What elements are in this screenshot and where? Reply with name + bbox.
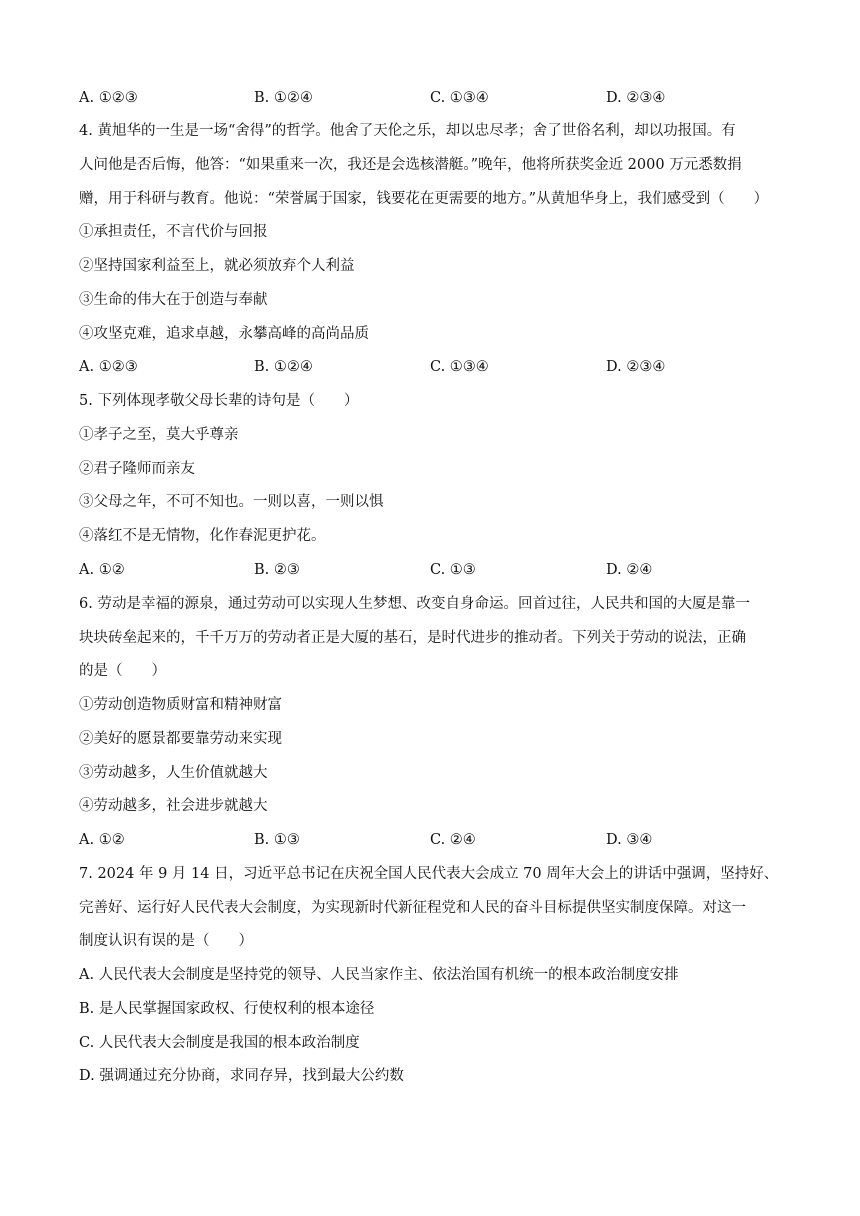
q5-item-1: ①孝子之至，莫大乎尊亲 <box>79 427 239 443</box>
q7-stem-line-2: 完善好、运行好人民代表大会制度，为实现新时代新征程党和人民的奋斗目标提供坚实制度保障。对这一 <box>79 900 746 916</box>
q4-option-b: B. ①②④ <box>254 359 313 375</box>
q7-choice-c: C. 人民代表大会制度是我国的根本政治制度 <box>79 1035 360 1051</box>
q3-option-a: A. ①②③ <box>79 90 138 106</box>
q4-item-1: ①承担责任，不言代价与回报 <box>79 224 268 240</box>
q6-stem-line-1: 6. 劳动是幸福的源泉，通过劳动可以实现人生梦想、改变自身命运。回首过往，人民共和国的大厦是靠一 <box>79 596 750 612</box>
q4-item-3: ③生命的伟大在于创造与奉献 <box>79 292 268 308</box>
q5-option-a: A. ①② <box>79 562 125 578</box>
q5-item-2: ②君子隆师而亲友 <box>79 461 195 477</box>
q4-item-4: ④攻坚克难，追求卓越，永攀高峰的高尚品质 <box>79 326 369 342</box>
q6-options <box>79 830 799 850</box>
q4-stem-line-2: 人问他是否后悔，他答：“如果重来一次，我还是会选核潜艇。”晚年，他将所获奖金近 2000 万元悉数捐 <box>79 157 742 173</box>
q4-option-a: A. ①②③ <box>79 359 138 375</box>
q6-stem-line-2: 块块砖垒起来的，千千万万的劳动者正是大厦的基石，是时代进步的推动者。下列关于劳动的说法，正确 <box>79 630 746 646</box>
q6-option-a: A. ①② <box>79 832 125 848</box>
q4-stem-line-3: 赠，用于科研与教育。他说：“荣誉属于国家，钱要花在更需要的地方。”从黄旭华身上，我们感受到（ ） <box>79 191 769 207</box>
q5-option-c: C. ①③ <box>430 562 476 578</box>
q5-item-4: ④落红不是无情物，化作春泥更护花。 <box>79 528 326 544</box>
q3-options <box>79 88 799 108</box>
q7-choice-b: B. 是人民掌握国家政权、行使权利的根本途径 <box>79 1001 375 1017</box>
q6-option-b: B. ①③ <box>254 832 300 848</box>
q5-item-3: ③父母之年，不可不知也。一则以喜，一则以惧 <box>79 494 384 510</box>
q4-item-2: ②坚持国家利益至上，就必须放弃个人利益 <box>79 258 355 274</box>
q7-stem-line-3: 制度认识有误的是（ ） <box>79 933 253 949</box>
q7-choice-d: D. 强调通过充分协商，求同存异，找到最大公约数 <box>79 1068 404 1084</box>
q3-option-c: C. ①③④ <box>430 90 489 106</box>
q4-options <box>79 357 799 377</box>
q7-choice-a: A. 人民代表大会制度是坚持党的领导、人民当家作主、依法治国有机统一的根本政治制度安排 <box>79 967 679 983</box>
q6-option-c: C. ②④ <box>430 832 476 848</box>
q6-item-1: ①劳动创造物质财富和精神财富 <box>79 697 282 713</box>
q3-option-d: D. ②③④ <box>606 90 666 106</box>
q5-stem: 5. 下列体现孝敬父母长辈的诗句是（ ） <box>79 393 359 409</box>
q6-stem-line-3: 的是（ ） <box>79 663 166 679</box>
q4-stem-line-1: 4. 黄旭华的一生是一场“舍得”的哲学。他舍了天伦之乐，却以忠尽孝；舍了世俗名利，却以功报国。有 <box>79 123 736 139</box>
q7-stem-line-1: 7. 2024 年 9 月 14 日，习近平总书记在庆祝全国人民代表大会成立 70 周年大会上的讲话中强调，坚持好、 <box>79 866 779 882</box>
q5-option-d: D. ②④ <box>606 562 653 578</box>
q6-item-4: ④劳动越多，社会进步就越大 <box>79 798 268 814</box>
q4-option-d: D. ②③④ <box>606 359 666 375</box>
q6-item-2: ②美好的愿景都要靠劳动来实现 <box>79 731 282 747</box>
q6-option-d: D. ③④ <box>606 832 653 848</box>
q4-option-c: C. ①③④ <box>430 359 489 375</box>
q5-option-b: B. ②③ <box>254 562 300 578</box>
q3-option-b: B. ①②④ <box>254 90 313 106</box>
q5-options <box>79 560 799 580</box>
q6-item-3: ③劳动越多，人生价值就越大 <box>79 765 268 781</box>
